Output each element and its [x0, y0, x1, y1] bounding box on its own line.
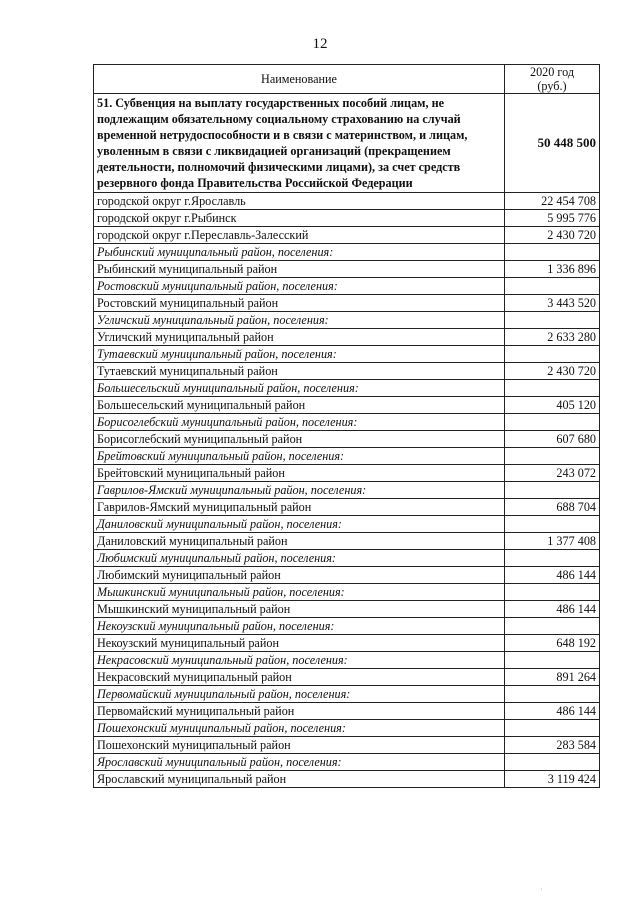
row-amount [505, 312, 600, 329]
table-row [94, 635, 600, 652]
row-name: Рыбинский муниципальный район [94, 261, 505, 278]
district-heading: Большесельский муниципальный район, поселения: [94, 380, 505, 397]
district-heading: Мышкинский муниципальный район, поселения: [94, 584, 505, 601]
row-name: Брейтовский муниципальный район [94, 465, 505, 482]
row-amount: 243 072 [505, 465, 600, 482]
row-name: городской округ г.Рыбинск [94, 210, 505, 227]
row-name: Пошехонский муниципальный район [94, 737, 505, 754]
table-row [94, 567, 600, 584]
row-amount: 486 144 [505, 601, 600, 618]
page-number: 12 [312, 36, 328, 52]
row-amount: 486 144 [505, 567, 600, 584]
column-header-unit: (руб.) [537, 79, 567, 93]
district-heading: Некоузский муниципальный район, поселения: [94, 618, 505, 635]
row-amount [505, 278, 600, 295]
district-heading-row [94, 482, 600, 499]
row-amount [505, 414, 600, 431]
row-amount [505, 550, 600, 567]
table-row [94, 533, 600, 550]
district-heading: Любимский муниципальный район, поселения: [94, 550, 505, 567]
table-row [94, 295, 600, 312]
row-name: Гаврилов-Ямский муниципальный район [94, 499, 505, 516]
district-heading: Рыбинский муниципальный район, поселения: [94, 244, 505, 261]
table-row [94, 397, 600, 414]
row-amount [505, 754, 600, 771]
budget-table [93, 64, 600, 788]
row-amount: 648 192 [505, 635, 600, 652]
row-name: Некрасовский муниципальный район [94, 669, 505, 686]
row-amount: 405 120 [505, 397, 600, 414]
row-name: Некоузский муниципальный район [94, 635, 505, 652]
row-amount [505, 244, 600, 261]
row-name: Большесельский муниципальный район [94, 397, 505, 414]
district-heading-row [94, 244, 600, 261]
district-heading: Ярославский муниципальный район, поселения: [94, 754, 505, 771]
district-heading: Первомайский муниципальный район, поселения: [94, 686, 505, 703]
row-amount: 3 443 520 [505, 295, 600, 312]
row-amount [505, 618, 600, 635]
row-amount [505, 686, 600, 703]
section-title: 51. Субвенция на выплату государственных пособий лицам, не подлежащим обязательному социальному страхованию на случай временной нетрудоспособности и в связи с материнством, и лицам, уволенным в связи с ликвидацией организаций (прекращением деятельности, полномочий физическими лицами), за счет средств резервного фонда Правительства Российской Федерации [94, 94, 505, 193]
table-body [94, 94, 600, 788]
table-row [94, 669, 600, 686]
district-heading-row [94, 618, 600, 635]
row-name: Любимский муниципальный район [94, 567, 505, 584]
section-amount: 50 448 500 [505, 94, 600, 193]
district-heading: Угличский муниципальный район, поселения: [94, 312, 505, 329]
section-row [94, 94, 600, 193]
table-row [94, 210, 600, 227]
district-heading: Борисоглебский муниципальный район, поселения: [94, 414, 505, 431]
table-header [94, 65, 600, 94]
table-row [94, 193, 600, 210]
district-heading-row [94, 516, 600, 533]
table-row [94, 737, 600, 754]
row-amount [505, 380, 600, 397]
row-amount: 1 377 408 [505, 533, 600, 550]
district-heading: Даниловский муниципальный район, поселения: [94, 516, 505, 533]
district-heading-row [94, 720, 600, 737]
table-row [94, 261, 600, 278]
row-amount: 486 144 [505, 703, 600, 720]
table-row [94, 771, 600, 788]
column-header-name: Наименование [94, 65, 505, 94]
header-row [94, 65, 600, 94]
district-heading: Некрасовский муниципальный район, поселения: [94, 652, 505, 669]
row-name: Ростовский муниципальный район [94, 295, 505, 312]
row-amount: 3 119 424 [505, 771, 600, 788]
table-row [94, 227, 600, 244]
row-amount: 283 584 [505, 737, 600, 754]
row-amount: 2 430 720 [505, 227, 600, 244]
row-amount [505, 346, 600, 363]
row-name: Угличский муниципальный район [94, 329, 505, 346]
row-amount: 607 680 [505, 431, 600, 448]
table-row [94, 363, 600, 380]
row-amount [505, 720, 600, 737]
district-heading-row [94, 686, 600, 703]
row-amount: 891 264 [505, 669, 600, 686]
row-name: Ярославский муниципальный район [94, 771, 505, 788]
district-heading-row [94, 754, 600, 771]
district-heading-row [94, 346, 600, 363]
table-row [94, 329, 600, 346]
scan-mark: · [540, 885, 543, 894]
row-amount [505, 584, 600, 601]
district-heading: Брейтовский муниципальный район, поселения: [94, 448, 505, 465]
row-amount [505, 516, 600, 533]
row-amount [505, 482, 600, 499]
district-heading: Ростовский муниципальный район, поселения: [94, 278, 505, 295]
district-heading-row [94, 652, 600, 669]
row-amount: 688 704 [505, 499, 600, 516]
row-name: Борисоглебский муниципальный район [94, 431, 505, 448]
district-heading-row [94, 550, 600, 567]
row-amount: 2 430 720 [505, 363, 600, 380]
row-amount: 5 995 776 [505, 210, 600, 227]
column-header-amount [505, 65, 600, 94]
table-row [94, 703, 600, 720]
row-name: городской округ г.Ярославль [94, 193, 505, 210]
row-name: Тутаевский муниципальный район [94, 363, 505, 380]
district-heading-row [94, 312, 600, 329]
table-row [94, 431, 600, 448]
table-row [94, 499, 600, 516]
district-heading-row [94, 448, 600, 465]
district-heading-row [94, 380, 600, 397]
district-heading: Гаврилов-Ямский муниципальный район, поселения: [94, 482, 505, 499]
row-name: Первомайский муниципальный район [94, 703, 505, 720]
district-heading: Тутаевский муниципальный район, поселения: [94, 346, 505, 363]
column-header-year: 2020 год [529, 65, 575, 79]
row-name: Мышкинский муниципальный район [94, 601, 505, 618]
row-amount [505, 448, 600, 465]
district-heading: Пошехонский муниципальный район, поселения: [94, 720, 505, 737]
table-row [94, 601, 600, 618]
row-amount: 2 633 280 [505, 329, 600, 346]
row-amount: 1 336 896 [505, 261, 600, 278]
district-heading-row [94, 278, 600, 295]
row-amount: 22 454 708 [505, 193, 600, 210]
row-name: городской округ г.Переславль-Залесский [94, 227, 505, 244]
district-heading-row [94, 584, 600, 601]
row-amount [505, 652, 600, 669]
district-heading-row [94, 414, 600, 431]
row-name: Даниловский муниципальный район [94, 533, 505, 550]
table-row [94, 465, 600, 482]
